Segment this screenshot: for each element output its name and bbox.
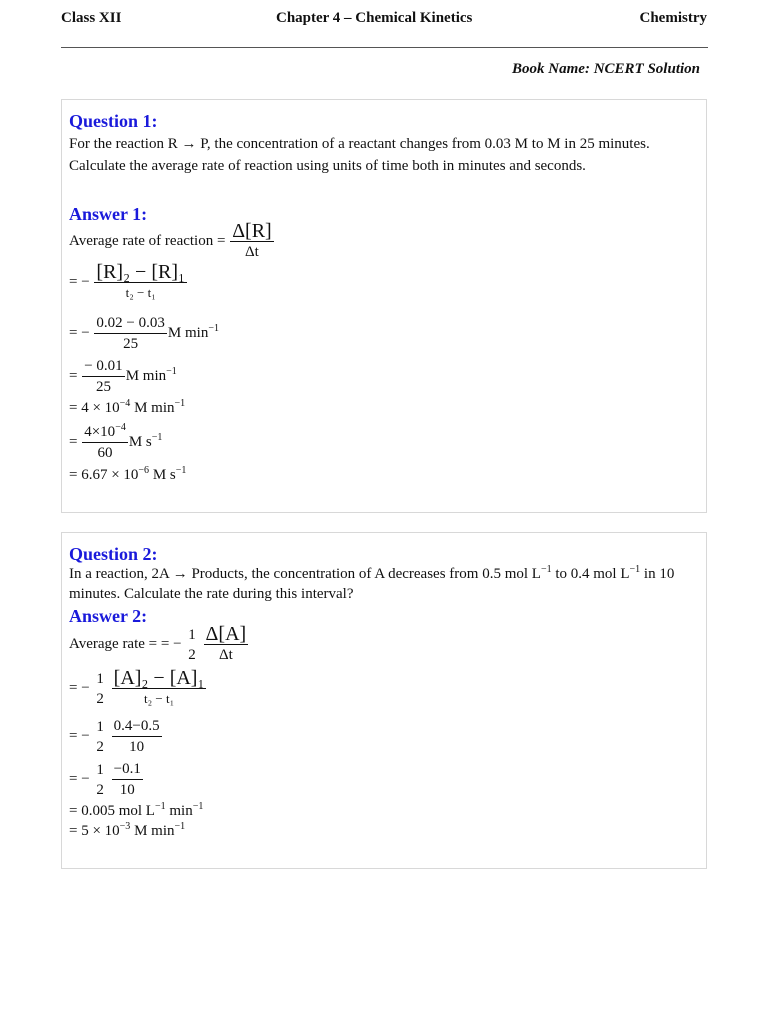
- question-2-title: Question 2:: [69, 544, 158, 564]
- exponent: −1: [208, 322, 219, 334]
- exponent: −1: [192, 801, 204, 812]
- numerator: 1: [188, 626, 196, 643]
- text-part: to 0.4 mol L: [551, 566, 630, 582]
- question-2-box: [61, 532, 707, 869]
- numerator: Δ[R]: [232, 220, 272, 242]
- denominator: t₂ − t₁: [125, 285, 156, 300]
- fraction: [94, 761, 106, 799]
- numerator: 1: [96, 718, 104, 735]
- unit: M s: [152, 467, 176, 483]
- fraction: [94, 263, 187, 302]
- answer-1-step-5: [69, 400, 185, 417]
- exponent: −1: [175, 465, 187, 476]
- numerator: [A]₂ − [A]₁: [113, 667, 205, 689]
- answer-2-step-6: [69, 823, 185, 840]
- equals-minus: = −: [69, 727, 90, 744]
- value: = 0.005 mol L: [69, 803, 155, 819]
- exponent: −1: [174, 821, 186, 832]
- question-2-text: [69, 564, 694, 604]
- question-1-title: Question 1:: [69, 111, 158, 131]
- numerator: [R]₂ − [R]₁: [96, 261, 185, 283]
- numerator: −0.1: [112, 760, 143, 780]
- text-part: In a reaction, 2A → Products, the concentration of A decreases from 0.5 mol L: [69, 566, 541, 582]
- exponent: −1: [540, 564, 552, 575]
- numerator: Δ[A]: [205, 623, 247, 645]
- answer-2-step-5: [69, 803, 203, 820]
- fraction: [204, 625, 249, 664]
- class-label: Class XII: [61, 10, 122, 26]
- equals: =: [69, 367, 78, 384]
- denominator: 25: [95, 379, 111, 395]
- exponent: −1: [154, 801, 166, 812]
- numerator: 1: [96, 761, 104, 778]
- exponent: −6: [138, 465, 150, 476]
- denominator: 2: [96, 738, 104, 755]
- numerator: − 0.01: [82, 357, 124, 377]
- denominator: t₂ − t₁: [143, 691, 175, 706]
- unit: M min: [134, 823, 175, 839]
- unit: M min: [125, 367, 167, 384]
- exponent: −4: [119, 398, 131, 409]
- exponent: −4: [115, 422, 126, 433]
- equals-minus: = −: [69, 770, 90, 787]
- chapter-title: Chapter 4 – Chemical Kinetics: [276, 10, 473, 26]
- fraction: [186, 626, 198, 664]
- fraction: [82, 357, 124, 396]
- denominator: 10: [129, 739, 145, 755]
- denominator: 25: [123, 336, 139, 352]
- question-1-text: For the reaction R → P, the concentration of a reactant changes from 0.03 M to M in 25 minutes. Calculate the average rate of reaction using units of time both in minutes and seconds.: [69, 136, 650, 174]
- answer-1-step-3: [69, 314, 219, 353]
- exponent: −1: [151, 431, 163, 443]
- fraction: [112, 760, 143, 799]
- numerator: 4×10: [84, 424, 116, 440]
- answer-2-title: Answer 2:: [69, 606, 148, 626]
- page-header: [61, 10, 707, 32]
- avg-rate-label: Average rate = = −: [69, 635, 182, 652]
- answer-1-title: Answer 1:: [69, 204, 148, 224]
- denominator: Δt: [245, 244, 259, 260]
- fraction: [94, 670, 106, 708]
- value: = 4 × 10: [69, 400, 120, 416]
- exponent: −1: [174, 398, 186, 409]
- fraction: [112, 717, 162, 756]
- fraction: [94, 718, 106, 756]
- unit: M min: [167, 324, 209, 341]
- numerator: 1: [96, 670, 104, 687]
- denominator: 2: [188, 646, 196, 663]
- value: = 6.67 × 10: [69, 467, 139, 483]
- subject-label: Chemistry: [639, 10, 707, 26]
- unit: min: [165, 803, 193, 819]
- book-name: Book Name: NCERT Solution: [512, 61, 700, 77]
- answer-1-step-7: [69, 467, 186, 484]
- denominator: Δt: [218, 647, 233, 663]
- denominator: 60: [97, 445, 113, 461]
- numerator: 0.02 − 0.03: [94, 314, 166, 334]
- exponent: −1: [629, 564, 641, 575]
- fraction: [94, 314, 166, 353]
- equals-minus: = −: [69, 679, 90, 696]
- text-part: in 10 minutes. Calculate the rate during this interval?: [69, 566, 675, 602]
- fraction: [82, 423, 128, 462]
- equals-minus: = −: [69, 324, 90, 341]
- answer-1-step-1: [69, 222, 275, 261]
- answer-2-step-2: [69, 669, 207, 708]
- answer-2-step-4: [69, 760, 144, 799]
- answer-2-step-1: [69, 625, 249, 664]
- equals: =: [69, 433, 78, 450]
- unit: M min: [134, 400, 175, 416]
- header-divider: [61, 47, 708, 48]
- fraction: [112, 669, 207, 708]
- unit: M s: [128, 433, 152, 450]
- answer-1-step-4: [69, 357, 177, 396]
- value: = 5 × 10: [69, 823, 120, 839]
- denominator: 2: [96, 690, 104, 707]
- exponent: −1: [166, 365, 177, 377]
- denominator: 2: [96, 781, 104, 798]
- question-1-box: [61, 99, 707, 513]
- numerator: 0.4−0.5: [112, 717, 162, 737]
- answer-2-step-3: [69, 717, 163, 756]
- exponent: −3: [119, 821, 131, 832]
- fraction: [230, 222, 274, 261]
- avg-rate-label: Average rate of reaction =: [69, 232, 226, 249]
- answer-1-step-2: [69, 263, 188, 302]
- equals-minus: = −: [69, 273, 90, 290]
- answer-1-step-6: [69, 423, 162, 462]
- denominator: 10: [119, 782, 135, 798]
